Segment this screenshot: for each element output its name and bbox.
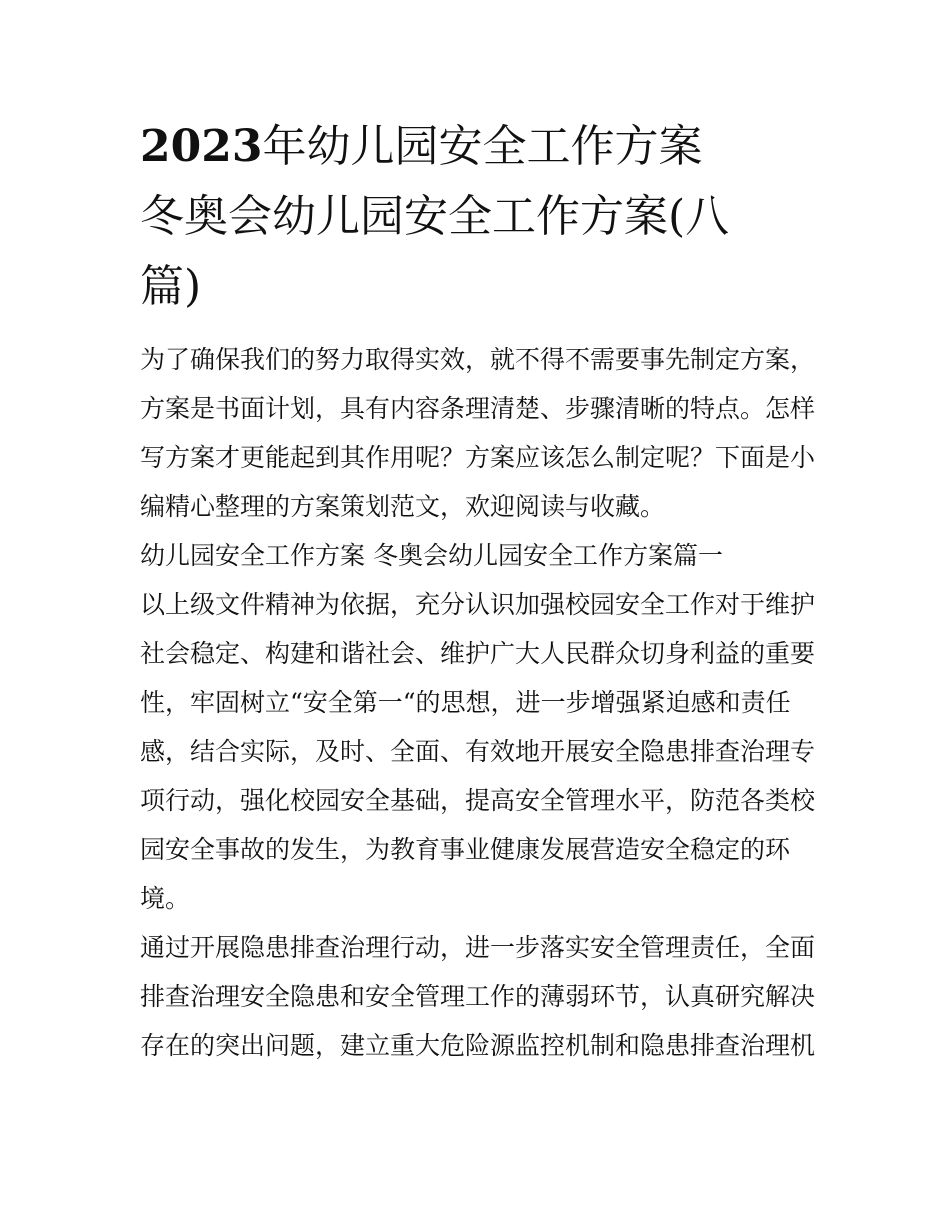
text-line: 以上级文件精神为依据，充分认识加强校园安全工作对于维护: [140, 590, 816, 619]
title-line-2: 冬奥会幼儿园安全工作方案(八: [140, 191, 730, 242]
text-line: 存在的突出问题，建立重大危险源监控机制和隐患排查治理机: [140, 1031, 816, 1060]
paragraph-guiding-principle: [140, 580, 816, 923]
title-line-1: [140, 112, 812, 182]
text-line: 方案是书面计划，具有内容条理清楚、步骤清晰的特点。怎样: [140, 394, 816, 423]
text-line: 境。: [140, 884, 191, 913]
text-line: 写方案才更能起到其作用呢？方案应该怎么制定呢？下面是小: [140, 443, 816, 472]
text-line: 幼儿园安全工作方案 冬奥会幼儿园安全工作方案篇一: [140, 541, 723, 570]
title-line-1-text: 年幼儿园安全工作方案: [262, 121, 703, 172]
text-line: 编精心整理的方案策划范文，欢迎阅读与收藏。: [140, 492, 666, 521]
text-line: 通过开展隐患排查治理行动，进一步落实安全管理责任，全面: [140, 933, 816, 962]
document-page: [140, 112, 816, 1070]
title-year: 2023: [140, 121, 263, 172]
text-line: 排查治理安全隐患和安全管理工作的薄弱环节，认真研究解决: [140, 982, 816, 1011]
paragraph-objectives: [140, 923, 816, 1070]
text-line: 为了确保我们的努力取得实效，就不得不需要事先制定方案，: [140, 345, 816, 374]
title-line-3: 篇): [140, 261, 202, 312]
text-line: 性，牢固树立“安全第一“的思想，进一步增强紧迫感和责任: [140, 688, 791, 717]
paragraph-intro: [140, 335, 816, 531]
section-heading: [140, 531, 812, 580]
text-line: 园安全事故的发生，为教育事业健康发展营造安全稳定的环: [140, 835, 791, 864]
text-line: 项行动，强化校园安全基础，提高安全管理水平，防范各类校: [140, 786, 816, 815]
text-line: 感，结合实际，及时、全面、有效地开展安全隐患排查治理专: [140, 737, 816, 766]
document-body: [140, 335, 816, 1070]
text-line: 社会稳定、构建和谐社会、维护广大人民群众切身利益的重要: [140, 639, 816, 668]
document-title: [140, 112, 812, 322]
